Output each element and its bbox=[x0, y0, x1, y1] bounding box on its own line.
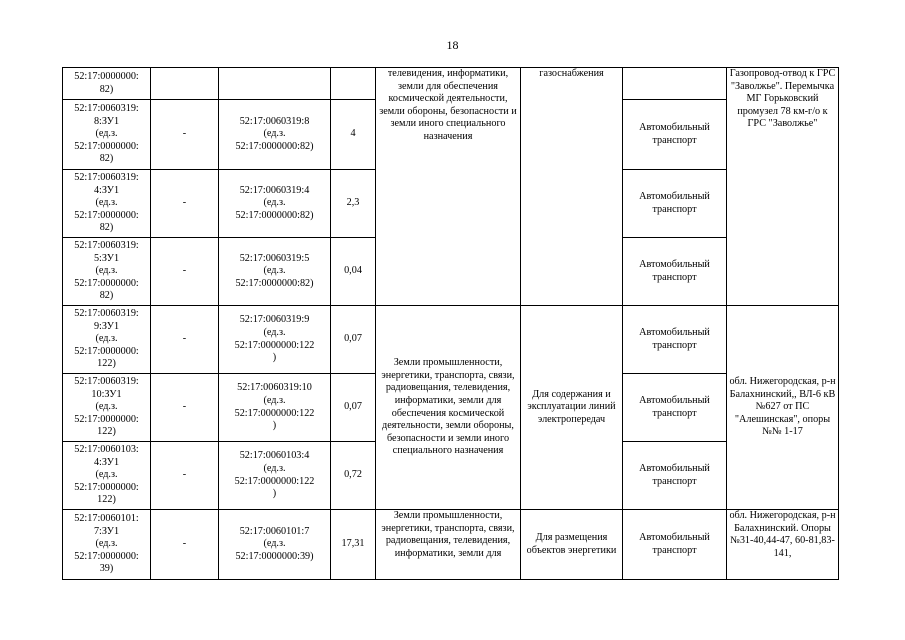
parcel-cell: 52:17:0060101:7 (ед.з. 52:17:0000000:39) bbox=[219, 510, 331, 580]
transport-cell: Автомобильный транспорт bbox=[623, 442, 727, 510]
transport-cell: Автомобильный транспорт bbox=[623, 510, 727, 580]
permitted-use-cell: Для содержания и эксплуатации линий электропередач bbox=[521, 306, 623, 510]
area-cell: 17,31 bbox=[331, 510, 376, 580]
dash-cell: - bbox=[151, 442, 219, 510]
dash-cell: - bbox=[151, 100, 219, 170]
dash-cell: - bbox=[151, 238, 219, 306]
dash-cell bbox=[151, 68, 219, 100]
cadastral-number-cell: 52:17:0060319: 8:ЗУ1 (ед.з. 52:17:0000000: 82) bbox=[63, 100, 151, 170]
dash-cell: - bbox=[151, 374, 219, 442]
cadastral-number-cell: 52:17:0000000: 82) bbox=[63, 68, 151, 100]
parcel-cell: 52:17:0060319:9 (ед.з. 52:17:0000000:122 ) bbox=[219, 306, 331, 374]
cadastral-number-cell: 52:17:0060101: 7:ЗУ1 (ед.з. 52:17:0000000: 39) bbox=[63, 510, 151, 580]
cadastral-number-cell: 52:17:0060319: 10:ЗУ1 (ед.з. 52:17:0000000: 122) bbox=[63, 374, 151, 442]
area-cell: 0,07 bbox=[331, 306, 376, 374]
area-cell bbox=[331, 68, 376, 100]
cadastral-number-cell: 52:17:0060103: 4:ЗУ1 (ед.з. 52:17:0000000: 122) bbox=[63, 442, 151, 510]
land-category-cell: телевидения, информатики, земли для обеспечения космической деятельности, земли обороны, безопасности и земли иного специального назначения bbox=[376, 68, 521, 306]
location-cell: Газопровод-отвод к ГРС "Заволжье". Перемычка МГ Горьковский промузел 78 км-г/о к ГРС "Заволжье" bbox=[727, 68, 839, 306]
land-plots-table bbox=[62, 67, 839, 580]
area-cell: 0,07 bbox=[331, 374, 376, 442]
transport-cell: Автомобильный транспорт bbox=[623, 306, 727, 374]
parcel-cell: 52:17:0060319:10 (ед.з. 52:17:0000000:122 ) bbox=[219, 374, 331, 442]
permitted-use-cell: газоснабжения bbox=[521, 68, 623, 306]
transport-cell bbox=[623, 68, 727, 100]
area-cell: 0,04 bbox=[331, 238, 376, 306]
page-number: 18 bbox=[446, 38, 459, 52]
table-row bbox=[63, 68, 839, 100]
table-row bbox=[63, 510, 839, 580]
location-cell: обл. Нижегородская, р-н Балахнинский,, ВЛ-6 кВ №627 от ПС "Алешинская", опоры №№ 1-17 bbox=[727, 306, 839, 510]
transport-cell: Автомобильный транспорт bbox=[623, 238, 727, 306]
cadastral-number-cell: 52:17:0060319: 9:ЗУ1 (ед.з. 52:17:0000000: 122) bbox=[63, 306, 151, 374]
parcel-cell: 52:17:0060319:4 (ед.з. 52:17:0000000:82) bbox=[219, 170, 331, 238]
permitted-use-cell: Для размещения объектов энергетики bbox=[521, 510, 623, 580]
transport-cell: Автомобильный транспорт bbox=[623, 374, 727, 442]
cadastral-number-cell: 52:17:0060319: 4:ЗУ1 (ед.з. 52:17:0000000: 82) bbox=[63, 170, 151, 238]
location-cell: обл. Нижегородская, р-н Балахнинский. Опоры №31-40,44-47, 60-81,83-141, bbox=[727, 510, 839, 580]
area-cell: 0,72 bbox=[331, 442, 376, 510]
parcel-cell: 52:17:0060319:8 (ед.з. 52:17:0000000:82) bbox=[219, 100, 331, 170]
dash-cell: - bbox=[151, 510, 219, 580]
area-cell: 2,3 bbox=[331, 170, 376, 238]
dash-cell: - bbox=[151, 170, 219, 238]
cadastral-number-cell: 52:17:0060319: 5:ЗУ1 (ед.з. 52:17:0000000: 82) bbox=[63, 238, 151, 306]
land-category-cell: Земли промышленности, энергетики, транспорта, связи, радиовещания, телевидения, информатики, земли для bbox=[376, 510, 521, 580]
table-row bbox=[63, 306, 839, 374]
dash-cell: - bbox=[151, 306, 219, 374]
land-category-cell: Земли промышленности, энергетики, транспорта, связи, радиовещания, телевидения, информатики, земли для обеспечения космической деятельности, земли обороны, безопасности и земли иного специального назначения bbox=[376, 306, 521, 510]
transport-cell: Автомобильный транспорт bbox=[623, 100, 727, 170]
parcel-cell: 52:17:0060319:5 (ед.з. 52:17:0000000:82) bbox=[219, 238, 331, 306]
parcel-cell: 52:17:0060103:4 (ед.з. 52:17:0000000:122 ) bbox=[219, 442, 331, 510]
transport-cell: Автомобильный транспорт bbox=[623, 170, 727, 238]
area-cell: 4 bbox=[331, 100, 376, 170]
parcel-cell bbox=[219, 68, 331, 100]
